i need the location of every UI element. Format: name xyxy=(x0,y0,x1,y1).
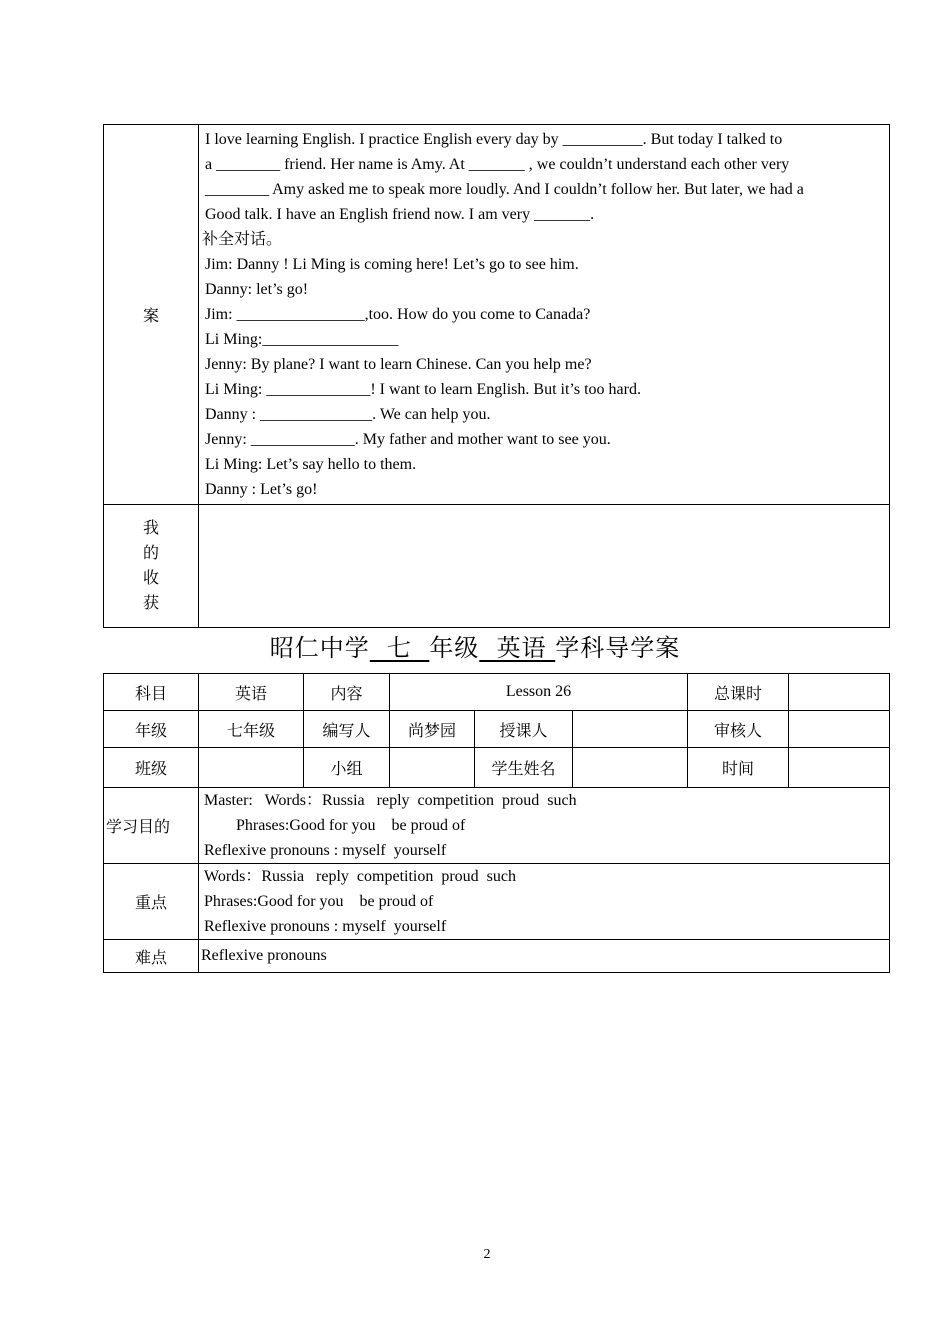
key-points-label: 重点 xyxy=(104,864,199,940)
exercise-line: Good talk. I have an English friend now. I am very _______. xyxy=(205,206,595,223)
teacher-label: 授课人 xyxy=(475,711,573,748)
grade-value: 七年级 xyxy=(199,711,304,748)
key-point-line: Phrases:Good for you be proud of xyxy=(204,893,434,910)
exercise-line: 补全对话。 xyxy=(202,231,283,248)
section-label: 案 xyxy=(104,125,199,505)
dialogue-line: Jim: ________________,too. How do you come to Canada? xyxy=(205,306,591,323)
exercise-line: ________ Amy asked me to speak more loudly. And I couldn’t follow her. But later, we had a xyxy=(205,181,804,198)
subject-label: 科目 xyxy=(104,674,199,711)
info-row-2 xyxy=(104,711,890,748)
objectives-label: 学习目的 xyxy=(104,788,199,864)
page-title xyxy=(0,628,950,668)
dialogue-line: Danny: let’s go! xyxy=(205,281,309,298)
exercise-table xyxy=(103,124,890,628)
dialogue-line: Danny : ______________. We can help you. xyxy=(205,406,491,423)
title-subject: 英语 xyxy=(479,634,556,662)
difficulties-row xyxy=(104,940,890,973)
dialogue-line: Jim: Danny ! Li Ming is coming here! Let’s go to see him. xyxy=(205,256,579,273)
lesson-info-table xyxy=(103,673,890,973)
dialogue-line: Danny : Let’s go! xyxy=(205,481,318,498)
objective-line: Phrases:Good for you be proud of xyxy=(204,817,466,834)
exercise-line: a ________ friend. Her name is Amy. At _______ , we couldn’t understand each other very xyxy=(205,156,790,173)
objective-line: Master: Words：Russia reply competition proud such xyxy=(204,792,577,809)
key-point-line: Words：Russia reply competition proud such xyxy=(204,868,517,885)
difficulties-label: 难点 xyxy=(104,940,199,973)
info-row-3 xyxy=(104,748,890,788)
exercise-line: I love learning English. I practice English every day by __________. But today I talked to xyxy=(205,131,783,148)
key-points-content xyxy=(199,864,890,940)
objective-line: Reflexive pronouns : myself yourself xyxy=(204,842,447,859)
gain-content[interactable] xyxy=(199,505,890,628)
title-school: 昭仁中学 xyxy=(269,634,370,662)
subject-value: 英语 xyxy=(199,674,304,711)
reviewer-value[interactable] xyxy=(789,711,890,748)
info-row-1 xyxy=(104,674,890,711)
total-hours-label: 总课时 xyxy=(688,674,789,711)
key-point-line: Reflexive pronouns : myself yourself xyxy=(204,918,447,935)
gain-row xyxy=(104,505,890,628)
author-value: 尚梦园 xyxy=(390,711,475,748)
exercise-content xyxy=(199,125,890,505)
content-value: Lesson 26 xyxy=(390,674,688,711)
grade-label: 年级 xyxy=(104,711,199,748)
key-points-row xyxy=(104,864,890,940)
dialogue-line: Li Ming: Let’s say hello to them. xyxy=(205,456,417,473)
content-label: 内容 xyxy=(304,674,390,711)
group-value[interactable] xyxy=(390,748,475,788)
student-name-label: 学生姓名 xyxy=(475,748,573,788)
student-name-value[interactable] xyxy=(573,748,688,788)
dialogue-line: Li Ming:_________________ xyxy=(205,331,399,348)
time-value[interactable] xyxy=(789,748,890,788)
objectives-row xyxy=(104,788,890,864)
total-hours-value[interactable] xyxy=(789,674,890,711)
title-grade: 七 xyxy=(369,634,430,662)
objectives-content xyxy=(199,788,890,864)
page-number: 2 xyxy=(483,1247,491,1262)
dialogue-line: Jenny: By plane? I want to learn Chinese. Can you help me? xyxy=(205,356,592,373)
dialogue-line: Li Ming: _____________! I want to learn English. But it’s too hard. xyxy=(205,381,641,398)
gain-label: 我 的 收 获 xyxy=(104,505,199,628)
reviewer-label: 审核人 xyxy=(688,711,789,748)
exercise-row xyxy=(104,125,890,505)
title-grade-suffix: 年级 xyxy=(429,634,480,662)
class-label: 班级 xyxy=(104,748,199,788)
group-label: 小组 xyxy=(304,748,390,788)
author-label: 编写人 xyxy=(304,711,390,748)
difficulties-content: Reflexive pronouns xyxy=(199,940,890,973)
time-label: 时间 xyxy=(688,748,789,788)
dialogue-line: Jenny: _____________. My father and mother want to see you. xyxy=(205,431,611,448)
teacher-value[interactable] xyxy=(573,711,688,748)
title-suffix: 学科导学案 xyxy=(555,634,681,662)
class-value[interactable] xyxy=(199,748,304,788)
